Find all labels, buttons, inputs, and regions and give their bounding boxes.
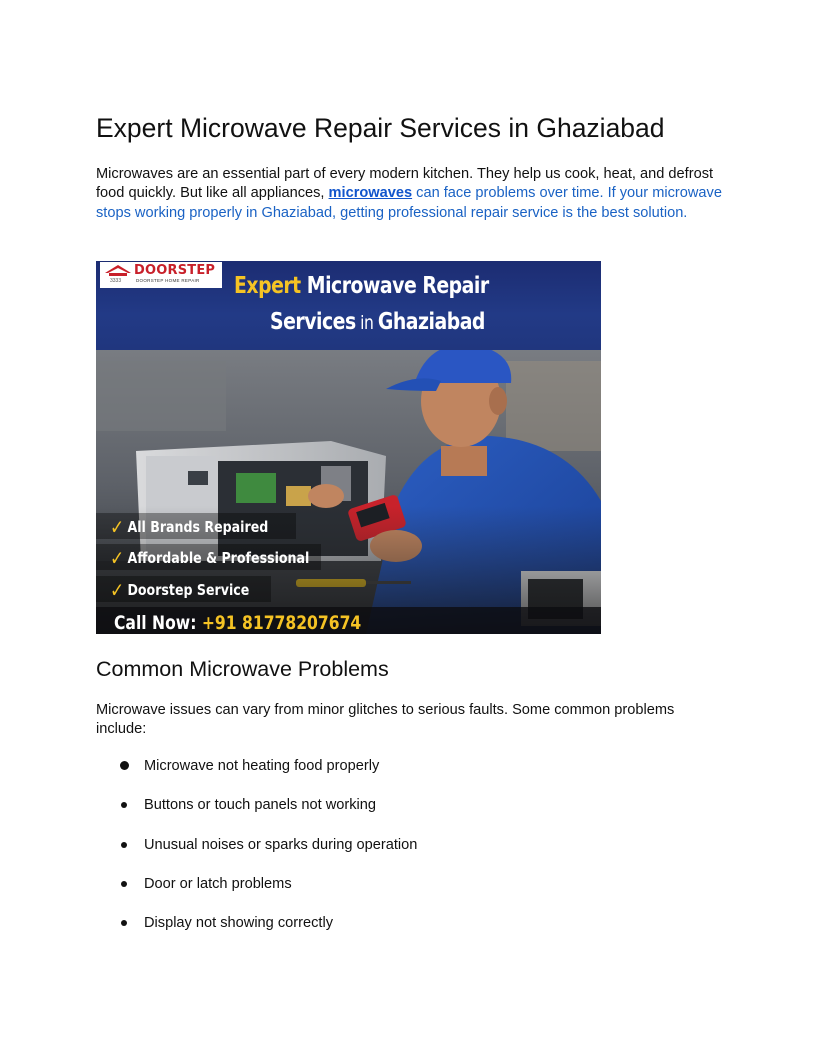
section-heading: Common Microwave Problems <box>96 657 389 681</box>
intro-text-1: Microwaves are an essential part of every modern kitchen. They help us cook, heat, and defrost food quickly. But like all appliances, <box>96 166 714 202</box>
headline-services: Services <box>270 309 356 335</box>
intro-text-2[interactable]: can face problems over time. If your microwave stops working properly in Ghaziabad, getting professional repair service is the best solution. <box>96 185 722 221</box>
logo-tagline: DOORSTEP HOME REPAIR <box>136 278 200 283</box>
feature-item: ✓ Doorstep Service <box>110 578 250 602</box>
checkmark-icon: ✓ <box>110 515 125 539</box>
banner-headline-line1 <box>234 273 489 299</box>
bullet-icon <box>120 761 129 770</box>
page-title: Expert Microwave Repair Services in Ghaziabad <box>96 113 665 143</box>
bullet-icon <box>121 842 127 848</box>
call-now-text: Call Now: +91 81778207674 <box>114 612 362 634</box>
headline-line1-rest: Microwave Repair <box>300 273 489 299</box>
list-item: Unusual noises or sparks during operation <box>144 836 417 855</box>
bullet-icon <box>121 802 127 808</box>
feature-item: ✓ Affordable & Professional <box>110 546 310 570</box>
logo-wordmark: DOORSTEP <box>134 263 216 278</box>
section-paragraph: Microwave issues can vary from minor glitches to serious faults. Some common problems include: <box>96 702 675 738</box>
phone-number: +91 81778207674 <box>201 612 362 634</box>
checkmark-icon: ✓ <box>110 546 125 570</box>
logo-number: 3333 <box>110 278 122 284</box>
headline-city: Ghaziabad <box>377 309 485 335</box>
bullet-icon <box>121 881 127 887</box>
banner-headline-line2 <box>270 309 485 335</box>
bullet-icon <box>121 920 127 926</box>
headline-highlight: Expert <box>234 273 301 299</box>
list-item: Door or latch problems <box>144 875 292 894</box>
microwaves-link[interactable]: microwaves <box>328 185 413 202</box>
headline-in: in <box>355 312 378 334</box>
promo-banner-image <box>96 261 601 634</box>
feature-item: ✓ All Brands Repaired <box>110 515 269 539</box>
checkmark-icon: ✓ <box>110 578 125 602</box>
banner-header <box>96 261 601 350</box>
list-item: Microwave not heating food properly <box>144 757 379 776</box>
doorstep-logo <box>100 262 222 288</box>
intro-paragraph <box>96 165 724 223</box>
list-item: Display not showing correctly <box>144 914 333 933</box>
list-item: Buttons or touch panels not working <box>144 796 376 815</box>
